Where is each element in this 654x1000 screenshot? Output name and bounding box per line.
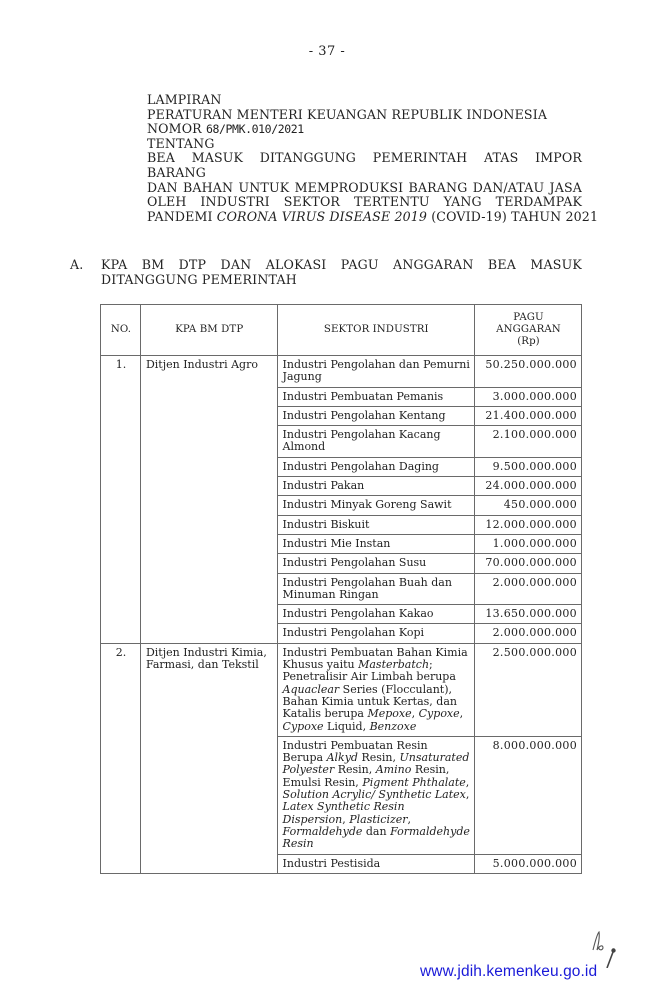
sektor-text: , [465,788,470,802]
tentang-label: TENTANG [147,135,215,151]
sektor-italic-text: Formaldehyde Resin [282,824,470,851]
cell-sektor: Industri Pengolahan Kentang [277,406,474,425]
sektor-italic-text: Unsaturated Polyester [282,751,470,777]
cell-sektor: Industri Pestisida [277,854,474,873]
table-row [101,356,582,388]
section-title-line-1: KPA BM DTP DAN ALOKASI PAGU ANGGARAN BEA MASUK [101,257,582,272]
cell-pagu: 24.000.000.000 [475,477,582,496]
cell-sektor [277,643,474,736]
cell-sektor [277,736,474,854]
sektor-text: , [342,812,350,826]
cell-sektor: Industri Mie Instan [277,534,474,553]
sektor-italic-text: Latex Synthetic Resin Dispersion [282,800,405,826]
cell-pagu: 9.500.000.000 [475,457,582,476]
sektor-italic-text: Plasticizer [349,812,408,826]
header-pagu-line: PAGU [513,311,544,323]
header-kpa: KPA BM DTP [140,305,277,356]
cell-sektor: Industri Pengolahan Kakao [277,605,474,624]
sektor-italic-text: Cypoxe [282,719,324,733]
nomor-value: 68/PMK.010/2021 [205,122,304,137]
subject-text: PANDEMI [147,208,217,224]
sektor-text: Resin, [334,763,376,777]
cell-pagu: 450.000.000 [475,496,582,515]
section-letter: A. [70,257,84,272]
header-no: NO. [101,305,141,356]
subject-text: (COVID-19) TAHUN 2021 [427,208,599,224]
cell-pagu: 3.000.000.000 [475,387,582,406]
cell-pagu: 2.500.000.000 [475,643,582,736]
cell-pagu: 50.250.000.000 [475,356,582,388]
page-number: - 37 - [308,44,346,59]
section-title-line-2: DITANGGUNG PEMERINTAH [101,271,297,287]
sektor-italic-text: Cypoxe [418,707,460,721]
signature-initial-icon [585,928,625,968]
sektor-italic-text: Mepoxe [367,707,412,721]
cell-sektor: Industri Pengolahan dan Pemurni Jagung [277,356,474,388]
header-sektor: SEKTOR INDUSTRI [277,305,474,356]
sektor-italic-text: Pigment Phthalate [362,775,466,789]
cell-pagu: 12.000.000.000 [475,515,582,534]
cell-sektor: Industri Pembuatan Pemanis [277,387,474,406]
sektor-italic-text: Amino [375,763,412,777]
cell-no: 1. [101,356,141,644]
cell-sektor: Industri Pengolahan Daging [277,457,474,476]
cell-pagu: 8.000.000.000 [475,736,582,854]
cell-no: 2. [101,643,141,873]
section-title [101,258,582,287]
cell-sektor: Industri Pengolahan Susu [277,554,474,573]
cell-sektor: Industri Biskuit [277,515,474,534]
header-pagu [475,305,582,356]
sektor-text: Series (Flocculant), Bahan Kimia untuk Kertas, dan Katalis berupa [282,682,457,721]
header-pagu-line: (Rp) [517,336,540,348]
cell-pagu: 1.000.000.000 [475,534,582,553]
sektor-text: Resin, Emulsi Resin, [282,763,450,789]
cell-pagu: 2.100.000.000 [475,426,582,458]
cell-pagu: 2.000.000.000 [475,573,582,605]
sektor-italic-text: Aquaclear [282,682,340,696]
table-header-row [101,305,582,356]
sektor-text: , [465,775,470,789]
cell-pagu: 13.650.000.000 [475,605,582,624]
subject-italic-text: CORONA VIRUS DISEASE 2019 [216,208,428,224]
cell-pagu: 70.000.000.000 [475,554,582,573]
lampiran-header [147,92,599,224]
sektor-text: Liquid, [323,719,370,733]
cell-sektor: Industri Pengolahan Kopi [277,624,474,643]
nomor-label: NOMOR [147,121,202,137]
sektor-italic-text: Masterbatch [358,658,430,672]
sektor-italic-text: Formaldehyde [282,824,363,838]
sektor-text: , [459,707,464,721]
cell-pagu: 2.000.000.000 [475,624,582,643]
regulation-number [147,122,582,137]
sektor-text: Resin, [357,751,400,765]
cell-pagu: 5.000.000.000 [475,854,582,873]
regulation-title: PERATURAN MENTERI KEUANGAN REPUBLIK INDONESIA [147,106,548,122]
cell-sektor: Industri Pengolahan Kacang Almond [277,426,474,458]
cell-sektor: Industri Pakan [277,477,474,496]
header-pagu-line: ANGGARAN [496,323,561,335]
footer-website-link[interactable]: www.jdih.kemenkeu.go.id [420,963,598,980]
subject-line-3: OLEH INDUSTRI SEKTOR TERTENTU YANG TERDAMPAK [147,194,582,210]
sektor-italic-text: Solution Acrylic/ Synthetic Latex [282,788,466,802]
sektor-italic-text: Alkyd [326,751,358,765]
cell-kpa: Ditjen Industri Kimia, Farmasi, dan Tekstil [140,643,277,873]
cell-kpa: Ditjen Industri Agro [140,356,277,644]
sektor-text: Industri Pembuatan Resin Berupa [282,738,428,765]
cell-sektor: Industri Minyak Goreng Sawit [277,496,474,515]
sektor-text: , [411,707,419,721]
cell-sektor: Industri Pengolahan Buah dan Minuman Ringan [277,573,474,605]
sektor-text: dan [362,824,391,838]
sektor-text: , [407,812,412,826]
sektor-italic-text: Benzoxe [369,719,417,733]
cell-pagu: 21.400.000.000 [475,406,582,425]
subject-line-2: DAN BAHAN UNTUK MEMPRODUKSI BARANG DAN/ATAU JASA [147,179,582,195]
sektor-text: Industri Pembuatan Bahan Kimia Khusus yaitu [282,645,468,672]
lampiran-label: LAMPIRAN [147,92,222,107]
subject-line-4 [147,208,599,225]
subject-line-1: BEA MASUK DITANGGUNG PEMERINTAH ATAS IMPOR BARANG [147,150,582,180]
sektor-text: ; Penetralisir Air Limbah berupa [282,658,456,684]
table-body [101,356,582,874]
allocation-table [100,304,582,874]
table-row [101,643,582,736]
section-a-heading [70,258,582,287]
